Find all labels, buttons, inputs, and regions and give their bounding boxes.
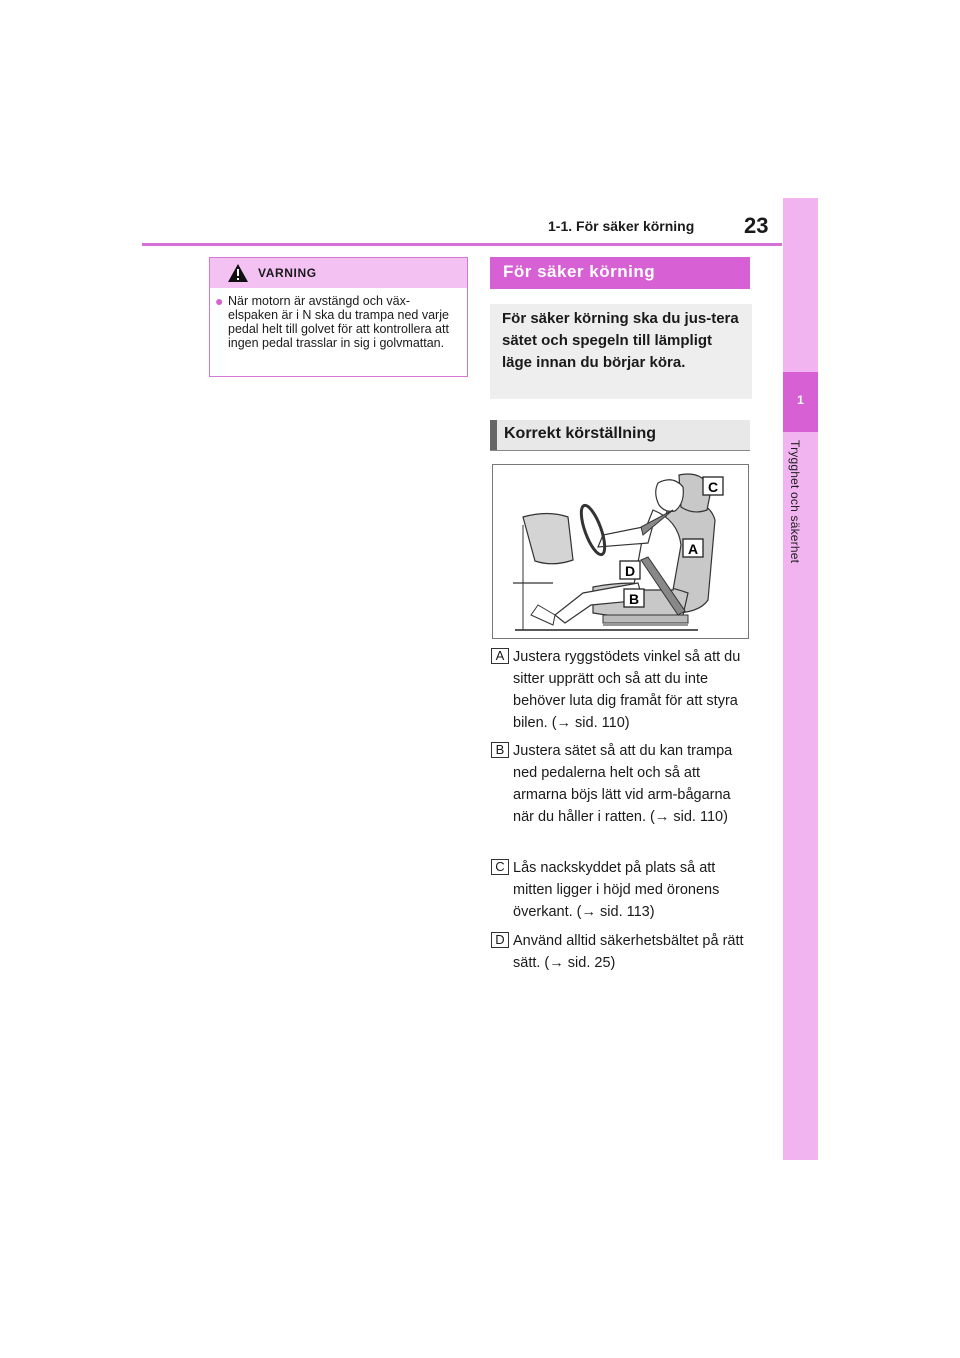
subsection-rule bbox=[490, 450, 750, 451]
section-intro: För säker körning ska du jus-tera sätet och spegeln till lämpligt läge innan du börjar köra. bbox=[490, 304, 752, 399]
driving-position-illustration bbox=[492, 464, 749, 639]
side-tab-chapter-number: 1 bbox=[797, 393, 804, 407]
list-label-a: A bbox=[491, 648, 509, 664]
header-rule bbox=[142, 243, 782, 246]
warning-header bbox=[210, 258, 467, 288]
warning-triangle-icon bbox=[227, 263, 249, 283]
callout-label-d: D bbox=[625, 563, 636, 579]
side-tab-chapter-title: Trygghet och säkerhet bbox=[788, 440, 802, 564]
callout-label-a: A bbox=[688, 541, 699, 557]
subsection-title: Korrekt körställning bbox=[490, 420, 750, 450]
section-title: För säker körning bbox=[490, 257, 750, 289]
warning-bullet: ● bbox=[215, 293, 224, 309]
list-item-a: Justera ryggstödets vinkel så att du sitter upprätt och så att du inte behöver luta dig framåt för att styra bilen. (→ sid. 110) bbox=[513, 649, 741, 731]
list-label-b: B bbox=[491, 742, 509, 758]
callout-label-c: C bbox=[708, 479, 719, 495]
warning-body bbox=[210, 288, 467, 350]
warning-box bbox=[209, 257, 468, 377]
list-item-d: Använd alltid säkerhetsbältet på rätt sätt. (→ sid. 25) bbox=[513, 933, 744, 971]
driver-seat-drawing bbox=[493, 465, 748, 638]
side-tab bbox=[783, 198, 818, 1160]
header-title: 1-1. För säker körning bbox=[548, 218, 695, 234]
list-item-b: Justera sätet så att du kan trampa ned pedalerna helt och så att armarna böjs lätt vid arm-bågarna när du håller i ratten. (→ sid. 110) bbox=[513, 743, 733, 825]
page-number: 23 bbox=[744, 213, 769, 238]
subsection-bar bbox=[490, 420, 497, 450]
list-item-c: Lås nackskyddet på plats så att mitten ligger i höjd med öronens överkant. (→ sid. 113) bbox=[513, 860, 720, 920]
list-label-c: C bbox=[491, 859, 509, 875]
callout-label-b: B bbox=[629, 591, 640, 607]
warning-title: VARNING bbox=[258, 266, 317, 280]
warning-text: När motorn är avstängd och väx-elspaken är i N ska du trampa ned varje pedal helt till golvet för att kontrollera att ingen pedal trasslar in sig i golvmattan. bbox=[228, 294, 449, 350]
list-label-d: D bbox=[491, 932, 509, 948]
